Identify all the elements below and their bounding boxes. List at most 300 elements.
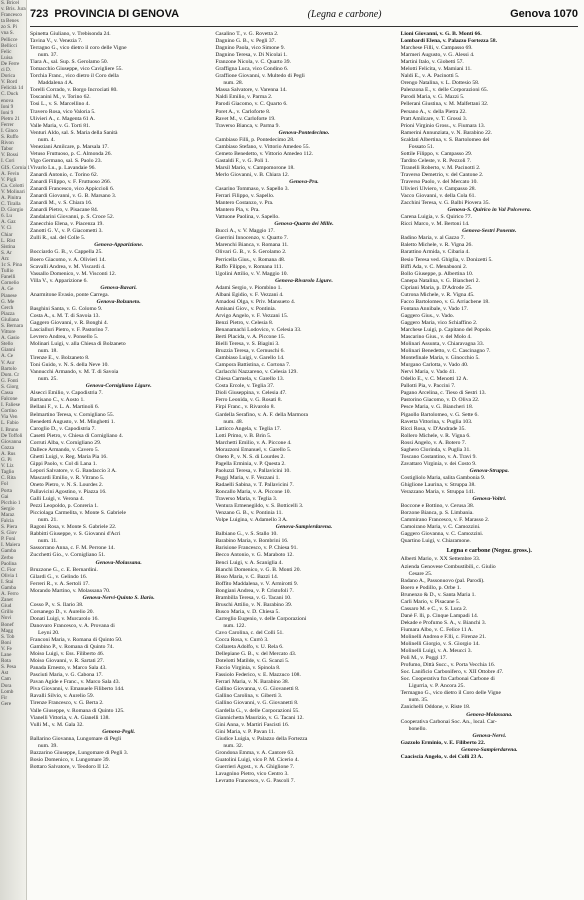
- directory-entry: Latticco Angela, v. Teglia 17.: [215, 425, 282, 432]
- directory-entry: Costa Ercole, v. Teglia 37.: [215, 383, 275, 390]
- directory-entry: Zanardi Antonio, c. Torino 62.: [30, 171, 99, 178]
- directory-entry: Chiesa Carmela, v. Garello 13.: [215, 376, 285, 383]
- directory-entry: Cambiaso Stefano, v. Vittorio Amedeo 55.: [215, 143, 310, 150]
- margin-fragment: Ioni 9: [1, 109, 14, 116]
- margin-fragment: Arz: [1, 255, 9, 262]
- directory-entry: Perricella Gius., v. Romana 48.: [215, 256, 286, 263]
- margin-fragment: Cerch: [1, 304, 14, 311]
- directory-entry: Amadosi Olga, v. Priv. Mansueto 4.: [215, 298, 296, 305]
- margin-fragment: Gere: [1, 700, 12, 707]
- directory-entry: Caaciscia Angelo, v. dei Colli 23 A.: [400, 753, 483, 760]
- margin-fragment: S. Ruffo: [1, 134, 19, 141]
- directory-entry: Bisso Maria, v. C. Bazzi 14.: [215, 573, 279, 580]
- directory-entry: Gazzolo Erminio, v. E. Filiberto 22.: [400, 739, 486, 746]
- locality-heading: Genova-Pontedecimo.: [278, 129, 330, 136]
- locality-heading: Genova-Struppa.: [469, 467, 509, 474]
- margin-fragment: Lomb: [1, 688, 14, 695]
- directory-entry: Travero Rosa, vico Valoria 5.: [30, 108, 96, 115]
- directory-entry: Pezzi Leopoldo, p. Conreria 1.: [30, 503, 99, 510]
- directory-entry: Carena Luigia, v. S. Quirico 77.: [400, 214, 472, 221]
- directory-entry: Zavattaro Virginia, v. dei Costo 9.: [400, 460, 477, 467]
- directory-entry: Villa V., v. Apparizione 6.: [30, 277, 88, 284]
- directory-entry: num. 37.: [38, 52, 58, 59]
- directory-entry: Donati Luigi, v. Murcarolo 16.: [30, 615, 99, 622]
- directory-entry: Amisani Giov., v. Pontinia.: [215, 305, 276, 312]
- directory-entry: Tirenze E., v. Bolzaneto 8.: [30, 355, 90, 362]
- directory-entry: Scaldati Albertina, v. S. Bartolomeo del: [400, 136, 490, 143]
- directory-entry: Traverso Paolo, v. del Mercato 10.: [400, 178, 478, 185]
- margin-fragment: Cortino: [1, 408, 17, 415]
- margin-fragment: G. Fonti: [1, 377, 19, 384]
- directory-entry: Levratto Francesco, v. G. Pascoli 7.: [215, 777, 295, 784]
- page-title: PROVINCIA DI GENOVA: [54, 8, 180, 20]
- locality-heading: Genova-Nervi.: [472, 732, 507, 739]
- directory-entry: Prioni Virginio Gross., v. Fiumara 13.: [400, 122, 486, 129]
- directory-entry: num. 39.: [38, 742, 58, 749]
- margin-fragment: Ioni 9: [1, 103, 14, 110]
- directory-entry: Arvigo Angelo, v. F. Vezzani 15.: [215, 312, 289, 319]
- directory-entry: Dioli Giuseppina, v. Celesia 47.: [215, 390, 287, 397]
- margin-fragment: 6. Lu: [1, 213, 12, 220]
- directory-page: [30, 8, 578, 894]
- directory-entry: Marchese Luigi, p. Capitano del Popolo.: [400, 326, 492, 333]
- directory-entry: Tirenze Francesco, v. G. Berta 2.: [30, 700, 104, 707]
- directory-entry: Dotelotti Matilde, v. G. Scanzi 5.: [215, 658, 290, 665]
- directory-entry: Ferreri R., v. A. Sertoli 17.: [30, 580, 90, 587]
- directory-entry: Boero Giacomo, v. A. Olivieri 14.: [30, 256, 106, 263]
- margin-fragment: Paolina: [1, 560, 17, 567]
- margin-fragment: Picchio 1: [1, 499, 21, 506]
- directory-entry: Gaggero Giovanna, v. C. Camozzini.: [400, 531, 484, 538]
- directory-entry: Leyni 20.: [38, 629, 60, 636]
- locality-heading: Genova-Rivarolo Ligure.: [275, 277, 333, 284]
- locality-heading: Genova-Voltri.: [472, 496, 507, 503]
- margin-fragment: Vittore: [1, 329, 16, 336]
- directory-entry: Parodi Giacomo, v. C. Quarto 6.: [215, 101, 288, 108]
- directory-entry: Pagella Erminia, v. P. Questa 2.: [215, 460, 286, 467]
- directory-entry: Gilardi G., v. Gelindo 16.: [30, 573, 88, 580]
- directory-entry: Dagnino G. B., v. Pegli 37.: [215, 38, 276, 45]
- directory-entry: Palenzona E., v. delle Corporazioni 65.: [400, 87, 489, 94]
- directory-entry: Marchetti Emilio, v. A. Piccone 4.: [215, 439, 292, 446]
- directory-entry: Zacchini Teresa, v. G. Balbi Piovera 35.: [400, 200, 490, 207]
- margin-fragment: V. Ci: [1, 225, 12, 232]
- margin-fragment: Olivia 1: [1, 572, 18, 579]
- directory-entry: Alsecci Emilio, v. Capodistria 7.: [30, 390, 103, 397]
- directory-entry: Traverso Demetrio, v. del Cantone 2.: [400, 171, 484, 178]
- directory-entry: num. 35.: [408, 697, 429, 704]
- directory-entry: Rollero Michele, v. R. Vigna 6.: [400, 432, 471, 439]
- directory-entry: Paoluzzi Teresa, v. Pallavicini 10.: [215, 467, 291, 474]
- margin-fragment: S. Pesa: [1, 664, 16, 671]
- directory-entry: Fassiolo Federico, v. E. Mazzuco 108.: [215, 672, 301, 679]
- locality-heading: Genova-Sampierdarena.: [461, 746, 518, 753]
- margin-fragment: Novi: [1, 615, 12, 622]
- directory-entry: Molinari Luigi, v. alla Chiesa di Bolzaneto: [30, 341, 126, 348]
- directory-entry: Bianchi Domenico, v. G. B. Monti 20.: [215, 566, 301, 573]
- directory-entry: Fiumara Albo, v. C. Felice 11 A.: [400, 626, 474, 633]
- directory-entry: Bazzarino Giuseppe, Lungomare di Pegli 3.: [30, 749, 129, 756]
- directory-entry: Traverso Bianca, v. Parma 9.: [215, 122, 280, 129]
- margin-fragment: Fol: [1, 481, 8, 488]
- directory-entry: Gallino Giovanna, v. G. Giovanetti 8.: [215, 686, 300, 693]
- margin-fragment: Dom. Cr: [1, 371, 20, 378]
- directory-entry: Bellani F., v. L. A. Martinoli 6.: [30, 404, 100, 411]
- locality-heading: Genova-Sestri Ponente.: [462, 228, 517, 235]
- directory-entry: Busco Maria, v. D. Chiesa 5.: [215, 608, 280, 615]
- margin-fragment: Porta: [1, 487, 12, 494]
- directory-entry: Tiranelli Roberto, v. M. Pacinotti 2.: [400, 164, 481, 171]
- directory-entry: num. 25.: [38, 376, 58, 383]
- directory-entry: Orengo Natalina, v. L. Dottesio 58.: [400, 80, 480, 87]
- directory-entry: Tiara A., sal. Sup. S. Gerolamo 50.: [30, 59, 109, 66]
- directory-entry: Cosso P., v. S. Ilario 38.: [30, 601, 84, 608]
- directory-entry: Pastorino Giacomo, v. D. Oliva 22.: [400, 397, 480, 404]
- directory-entry: Camoirano Maria, v. C. Camozzini.: [400, 524, 481, 531]
- margin-fragment: Dorica: [1, 73, 16, 80]
- margin-fragment: Lane: [1, 652, 12, 659]
- directory-entry: Sottile Filippo, v. Campasso 29.: [400, 150, 473, 157]
- directory-entry: Roncallo Maria, v. A. Piccone 10.: [215, 489, 291, 496]
- directory-entry: num. 4.: [38, 136, 55, 143]
- directory-entry: Profumo, Dittà Succ., v. Porta Vecchia 16.: [400, 662, 496, 669]
- directory-entry: Danè F. lli, p. Cinque Lampadi 14.: [400, 612, 479, 619]
- locality-heading: Genova-Molassana.: [95, 559, 142, 566]
- directory-entry: Fontana Annibale, v. Vado 17.: [400, 305, 469, 312]
- directory-entry: Danovaro Francesco, v. A. Provana di: [30, 622, 115, 629]
- margin-fragment: S. Giorg: [1, 383, 19, 390]
- directory-entry: Parodi Maria, v. G. Mazzi 5.: [400, 94, 465, 101]
- margin-fragment: I. Stai: [1, 578, 14, 585]
- margin-fragment: I. Maiera: [1, 542, 21, 549]
- directory-entry: Pellerani Giustina, v. M. Malfettani 32.: [400, 101, 489, 108]
- margin-fragment: Gianni: [1, 347, 16, 354]
- margin-fragment: v. Bris. Jura: [1, 6, 26, 13]
- directory-entry: Casarino Tommaso, v. Sapello 3.: [215, 186, 289, 193]
- margin-fragment: Ca. Colotti: [1, 182, 24, 189]
- directory-entry: Gaggero Giovanni, v. R. Bonghi 4.: [30, 319, 109, 326]
- directory-entry: Ragoni Rosa, v. Monte S. Gabriele 22.: [30, 524, 117, 531]
- margin-fragment: V. Liz: [1, 463, 14, 470]
- directory-entry: num. 28.: [223, 80, 244, 87]
- margin-fragment: Via Ven: [1, 414, 18, 421]
- directory-entry: Galli Luigi, v. Verona 4.: [30, 496, 85, 503]
- directory-entry: Poli M., v. Poggi 17.: [400, 655, 447, 662]
- margin-fragment: 1c S. Pina: [1, 262, 22, 269]
- page-header: [30, 8, 578, 27]
- directory-entry: Collareta Adolfo, v. U. Rela 6.: [215, 644, 284, 651]
- directory-entry: Molinelli Luigi, v. A. Meucci 3.: [400, 648, 472, 655]
- directory-entry: Gaggero Gius., v. Vado.: [400, 312, 455, 319]
- margin-fragment: GIS. Cornia 1: [1, 164, 30, 171]
- directory-entry: Tardito Celeste, v. R. Pezzoli 7.: [400, 157, 472, 164]
- directory-entry: Cambiaso Filli, p. Pontedecimo 28.: [215, 136, 295, 143]
- margin-fragment: Zerbo: [1, 554, 14, 561]
- margin-fragment: ci D.: [1, 67, 12, 74]
- margin-fragment: P. Foni: [1, 536, 16, 543]
- directory-entry: Oneto Pietro, v. N. S. Lourdes 2.: [30, 482, 104, 488]
- margin-fragment: G. Pi: [1, 457, 12, 464]
- directory-entry: Bruschi Attilio, v. N. Barabino 39.: [215, 601, 293, 608]
- margin-fragment: A. Gaz: [1, 219, 16, 226]
- directory-entry: Ugolini Attilio, v. V. Maggio 10.: [215, 270, 288, 277]
- directory-entry: Pavan Agide e Franc., v. Marco Sala 43.: [30, 679, 120, 686]
- directory-entry: Ballarino Giovanna, Lungomare di Pegli: [30, 735, 122, 742]
- directory-entry: Toscanini M., v. Torino 62.: [30, 94, 91, 101]
- directory-entry: Veneziani Amilcare, p. Marsala 17.: [30, 143, 109, 150]
- directory-entry: Lotti Primo, v. B. Brin 5.: [215, 432, 272, 439]
- directory-entry: Firpi Franc., v. Rivarolo 8.: [215, 404, 275, 411]
- directory-entry: Zandalarini Giovanni, p. S. Croce 52.: [30, 214, 115, 221]
- margin-fragment: V. Pigli: [1, 176, 17, 183]
- directory-entry: Vacco Giovanni, v. della Cola 61.: [400, 193, 476, 200]
- directory-entry: Molinelli Giorgio, v. S. Giorgio 14.: [400, 641, 480, 648]
- directory-entry: Faccio Virginia, v. Spinola 8.: [215, 665, 281, 672]
- directory-entry: Tosi L., v. S. Marcellino 4.: [30, 101, 90, 108]
- directory-entry: Vassallo Domenico, v. M. Visconti 12.: [30, 270, 117, 277]
- margin-fragment: L. Fabio: [1, 420, 19, 427]
- directory-entry: Ravetta Vittorina, v. Puglia 103.: [400, 418, 473, 425]
- directory-entry: Toscano Costantino, v. A. Travi 9.: [400, 453, 477, 460]
- directory-entry: Zanardi Giovanni, v. G. B. Marsano 3.: [30, 193, 117, 200]
- directory-entry: Merlo Giovanni, v. B. Chiara 12.: [215, 171, 290, 178]
- margin-fragment: Cassa: [1, 390, 14, 396]
- directory-entry: Spinetta Giuliano, v. Trebisonda 24.: [30, 31, 111, 37]
- directory-entry: Moiso Luigi, v. Ess. Filiberto 46.: [30, 651, 105, 658]
- margin-fragment: S. Bernara: [1, 322, 23, 329]
- directory-entry: Traverso Maria, v. Teglia 3.: [215, 496, 278, 503]
- margin-fragment: V. Molinari: [1, 188, 25, 195]
- directory-entry: Cavo Carolina, c. del Colli 51.: [215, 629, 284, 636]
- margin-fragment: I. Ginco: [1, 127, 18, 134]
- page-number: 723: [30, 8, 49, 20]
- margin-fragment: Fanelli: [1, 274, 16, 281]
- locality-heading: Genova-Bolzaneto.: [96, 298, 141, 305]
- directory-entry: Molinari Assunta, v. Chiaravagna 33.: [400, 341, 485, 348]
- directory-entry: Canepa Natalina, v. G. Biancheri 2.: [400, 277, 480, 284]
- directory-entry: Martini Italo, v. Giobetti 57.: [400, 59, 464, 66]
- directory-entry: Facco Bartolomeo, v. G. Arriacbene 18.: [400, 298, 490, 305]
- margin-fragment: Grillo: [1, 609, 14, 616]
- directory-entry: Bruzzone G., c. E. Bernardini.: [30, 566, 98, 573]
- directory-entry: Cesare 25.: [408, 570, 433, 577]
- margin-fragment: Francesco: [1, 12, 23, 19]
- margin-fragment: A. Ce: [1, 353, 14, 360]
- directory-entry: Ravalli Silvio, v. Aurelio 59.: [30, 693, 95, 700]
- directory-entry: Gini Maria, v. P. Pavan 11.: [215, 728, 276, 735]
- margin-fragment: Cozza: [1, 444, 14, 451]
- margin-fragment: Boni: [1, 639, 12, 646]
- margin-fragment: C. Fior: [1, 566, 16, 573]
- margin-fragment: Gamba: [1, 585, 16, 591]
- directory-entry: Sassorrano Anna, c. F. M. Perrone 14.: [30, 545, 115, 552]
- directory-entry: Cemeto Benedetto, v. Vittorio Amedeo 112.: [215, 150, 314, 157]
- directory-entry: Vulli M., v. M. Gala 32.: [30, 721, 84, 728]
- margin-fragment: A. Gasio: [1, 335, 20, 342]
- directory-entry: Becco Antonio, v. G. Maraboto 12.: [215, 552, 294, 559]
- directory-entry: Zanichelli Oddone, v. Riste 18.: [400, 704, 471, 711]
- directory-entry: Campora Battistina, c. Cortona 7.: [215, 362, 291, 369]
- directory-entry: num. 122.: [223, 622, 246, 629]
- locality-heading: Genova-Bavari.: [100, 284, 137, 291]
- margin-fragment: Tabor: [1, 146, 14, 153]
- directory-entry: Berti Placida, v. A. Piccone 15.: [215, 334, 286, 341]
- locality-heading: Legna e carbone (Negoz. gross.).: [446, 547, 532, 555]
- directory-entry: Guerrini Innocenzo, v. Quarto 7.: [215, 235, 289, 242]
- margin-fragment: Bartolo: [1, 365, 17, 372]
- margin-fragment: Pellicce: [1, 36, 18, 43]
- directory-entry: Scavalli Andrea, v. M. Viscardi 4.: [30, 263, 106, 270]
- directory-entry: Ventura Ermenegildo, v. S. Botticelli 3.: [215, 503, 304, 510]
- directory-entry: Cutrona Michele, v. R. Vigna 45.: [400, 291, 475, 298]
- margin-fragment: S. Tob: [1, 633, 15, 640]
- directory-entry: Massa Salvatore, v. Varenna 14.: [215, 87, 287, 94]
- locality-heading: Genova-Quarto dei Mille.: [274, 221, 334, 228]
- directory-entry: Barattino Armida, v. Cibaria 4.: [400, 249, 470, 256]
- directory-entry: Carreglio Eugenio, v. delle Corporazioni: [215, 615, 307, 622]
- directory-column-2: [215, 31, 392, 891]
- directory-entry: Radaelli Sabina, v. T. Pallavicini 7.: [215, 482, 294, 488]
- locality-heading: Genova-Molassana.: [466, 711, 513, 718]
- directory-entry: Bartisano C., v. Aosto 1.: [30, 397, 85, 404]
- margin-fragment: S. Giov: [1, 530, 17, 537]
- directory-entry: Termagno G., vico dietro il Coro delle Vigne: [400, 690, 501, 697]
- directory-entry: Besio Teresa ved. Ghiglia, v. Donizetti 5.: [400, 256, 493, 263]
- directory-entry: num. 18.: [38, 348, 58, 355]
- columns-container: [30, 31, 578, 891]
- directory-entry: Ferro Leonida, v. G. Rosati 8.: [215, 397, 282, 404]
- directory-entry: Zucchetti Gio., v. Cornigliano 51.: [30, 552, 106, 559]
- directory-entry: Morando Martino, v. Molassana 70.: [30, 587, 111, 594]
- directory-entry: Fossato 51.: [408, 143, 435, 150]
- margin-fragment: Pianese: [1, 292, 17, 299]
- directory-entry: Venzano G. B., v. Pontinia 11.: [215, 510, 283, 517]
- margin-fragment: I. Bruno: [1, 426, 19, 433]
- directory-entry: Soc. Lanificio Carbonifero, v. XII Ottobre 47.: [400, 669, 504, 676]
- margin-fragment: I. Cori: [1, 158, 15, 165]
- locality-heading: Genova-Pra.: [289, 178, 319, 185]
- directory-column-1: [30, 31, 207, 891]
- margin-fragment: Gamba: [1, 548, 16, 555]
- directory-entry: bonello.: [408, 725, 427, 732]
- margin-fragment: Chiar: [1, 231, 13, 238]
- margin-fragment: zo S. Pi: [1, 24, 17, 31]
- directory-entry: Mascardi Emilio, v. R. Vitrano 5.: [30, 474, 105, 481]
- directory-entry: Ghetti Luigi, v. Reg. Maria Pia 16.: [30, 453, 108, 460]
- directory-entry: Boccone e Bottino, v. Cerusa 38.: [400, 503, 475, 510]
- directory-entry: Soc. Cooperativa fra Carbonai Carbone di: [400, 676, 495, 683]
- directory-entry: Zanecchio Elena, v. Piacenza 19.: [30, 221, 104, 228]
- directory-entry: Verazzano Maria, v. Struppa 141.: [400, 489, 476, 496]
- directory-entry: Zanardi M., v. S. Chiara 16.: [30, 200, 93, 207]
- directory-entry: Quartino Luigi, v. Chiaramone.: [400, 538, 471, 545]
- directory-entry: Gallino Giovanni, v. G. Giovanetti 8.: [215, 700, 299, 707]
- directory-entry: Volpe Luigina, v. Adamello 3 A.: [215, 517, 288, 524]
- directory-entry: Ferrari Maria, v. N. Barabino 38.: [215, 679, 290, 686]
- directory-entry: Morazzoni Emanuel, v. Garello 5.: [215, 446, 292, 453]
- directory-entry: Dagnino Teresa, v. Di Nicolai 1.: [215, 52, 288, 59]
- directory-entry: Valle Maria, v. G. Torti 81.: [30, 122, 91, 129]
- directory-entry: Rabbitti Giuseppe, v. S. Giovanni d'Acri: [30, 531, 121, 538]
- directory-entry: Tomacchio Giuseppe, vico Cavigliere 55.: [30, 66, 123, 73]
- directory-entry: Lepori Salvatore, v. G. Bandaccio 3 A.: [30, 467, 117, 474]
- margin-fragment: I. Faliese: [1, 402, 21, 409]
- directory-entry: Pigaollo Bartolomeo, v. G. Sette 6.: [400, 411, 479, 418]
- directory-entry: Torchia Franc., vico dietro il Coro della: [30, 73, 119, 80]
- margin-fragment: Giuliana: [1, 316, 19, 323]
- directory-entry: Brunenzo & D., v. Santa Maria 1.: [400, 591, 476, 598]
- directory-entry: Picciolaga Carmelita, v. Monte S. Gabriele: [30, 510, 126, 517]
- directory-entry: Adami Sergio, v. Piombino 1.: [215, 284, 282, 291]
- directory-entry: Benanamachi Lodovico, v. Celesia 33.: [215, 326, 302, 333]
- directory-entry: Cocca Rosa, v. Currò 3.: [215, 637, 269, 644]
- directory-entry: Franconi Maria, v. Romana di Quinto 50.: [30, 637, 123, 644]
- directory-entry: Mantero Costanzo, v. Pra.: [215, 200, 274, 207]
- margin-fragment: Cornelio: [1, 280, 20, 287]
- directory-entry: Ramerini Annunziata, v. N. Barabino 22.: [400, 129, 493, 136]
- margin-fragment: Taglio: [1, 469, 15, 476]
- directory-entry: Pagano Arcelina, c. Tieso di Sestri 13.: [400, 390, 486, 397]
- directory-entry: Cassaro M. e C., v. S. Luca 2.: [400, 605, 468, 612]
- directory-entry: Rossi Angelo, v. A. Botero 7.: [400, 439, 467, 446]
- directory-entry: Pallavicini Agostino, v. Piazza 16.: [30, 489, 107, 496]
- margin-fragment: Felicità 14: [1, 85, 24, 92]
- directory-entry: Caroglio D., v. Capodistria 7.: [30, 425, 96, 432]
- margin-fragment: Fir: [1, 694, 8, 701]
- directory-entry: Molinari Benedetto, v. C. Cascinagno 7.: [400, 348, 491, 355]
- directory-entry: num. 32.: [223, 742, 244, 749]
- directory-entry: Lascialluri Pietro, v. F. Pastorino 7.: [30, 326, 109, 333]
- directory-entry: Pesce Maria, v. G. Biancheri 18.: [400, 404, 474, 411]
- directory-entry: Costa A., s. M. T. di Savoia 13.: [30, 312, 100, 319]
- margin-fragment: Pietro 21: [1, 115, 20, 122]
- directory-entry: Bielli Teresa, v. S. Biagini 3.: [215, 341, 280, 348]
- directory-entry: Zanardi Francesco, vico Appiccioli 6.: [30, 186, 115, 193]
- directory-entry: Gini Anna, v. Martiri Fascisti 16.: [215, 721, 290, 728]
- margin-fragment: Gai: [1, 493, 9, 500]
- directory-entry: Tavina V., v. Venezia 7.: [30, 38, 83, 45]
- running-head: Genova 1070: [510, 8, 578, 20]
- directory-entry: Casalino T., v. G. Rovetta 2.: [215, 31, 279, 37]
- directory-entry: Terragno G., vico dietro il coro delle Vigne: [30, 45, 127, 52]
- directory-entry: Poggi Maria, v. F. Vezzani 1.: [215, 474, 280, 481]
- directory-entry: Gippi Paolo, v. Col di Lana 1.: [30, 460, 97, 467]
- directory-entry: Raffo Filippo, v. Romana 111.: [215, 263, 283, 270]
- directory-entry: Marsil Mario, v. Campomorone 18.: [215, 164, 295, 171]
- directory-entry: Cambiaso Luigi, v. Garello 14.: [215, 355, 285, 362]
- margin-fragment: A. Ferro: [1, 591, 19, 598]
- directory-entry: Basghini Santa, v. G. Colomo 9.: [30, 305, 103, 312]
- margin-fragment: Rota: [1, 658, 11, 665]
- margin-fragment: Rivon: [1, 140, 14, 147]
- margin-fragment: V. Fe: [1, 645, 12, 652]
- margin-fragment: Giud: [1, 603, 12, 610]
- directory-entry: Vigo Germano, sal. S. Paolo 23.: [30, 157, 102, 164]
- margin-fragment: Bellicci: [1, 42, 18, 49]
- margin-fragment: De Ferre: [1, 60, 20, 67]
- directory-entry: Poret A., v. Carloforte 8.: [215, 108, 271, 115]
- margin-fragment: V. Bossi: [1, 152, 19, 159]
- directory-entry: Vianelli Vittoria, v. A. Gianelli 138.: [30, 714, 110, 721]
- margin-fragment: S. Piera: [1, 524, 18, 531]
- directory-entry: Costigliolo Maria, salita Gambonia 9.: [400, 474, 486, 481]
- directory-entry: Giannichetta Maurizio, v. G. Tacani 12.: [215, 714, 304, 721]
- margin-fragment: ta Benes: [1, 18, 19, 25]
- directory-entry: Guatolini Luigi, vico P. M. Cicerio 4.: [215, 756, 299, 763]
- directory-entry: Cipriani Maria, p. D'Adrode 25.: [400, 284, 473, 291]
- directory-entry: Bucci A., v. V. Maggio 17.: [215, 228, 275, 235]
- directory-entry: Barabino Maria, v. Bombrini 16.: [215, 538, 289, 545]
